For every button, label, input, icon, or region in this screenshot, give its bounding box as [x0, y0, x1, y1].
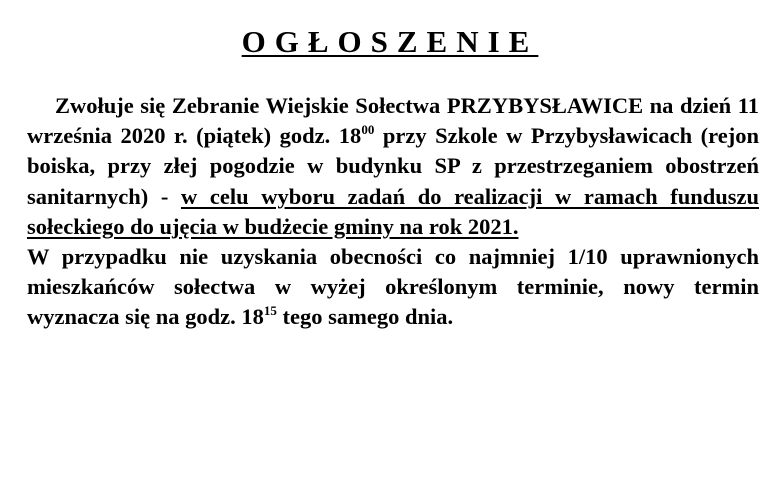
paragraph-quorum-notice — [27, 242, 759, 333]
meeting-location-text: przy Szkole w Przybysławicach (rejon boiska, przy złej pogodzie w budynku SP z przestrzeganiem obostrzeń sanitarnych) - — [27, 123, 759, 209]
paragraph-meeting-notice — [27, 91, 759, 242]
quorum-notice-end-text: tego samego dnia. — [276, 304, 454, 330]
quorum-notice-text: W przypadku nie uzyskania obecności co najmniej 1/10 uprawnionych mieszkańców sołectwa w wyżej określonym terminie, nowy termin wyznacza się na godz. 18 — [27, 244, 759, 330]
announcement-title-text: OGŁOSZENIE — [241, 24, 539, 59]
meeting-notice-text: Zwołuje się Zebranie Wiejskie Sołectwa PRZYBYSŁAWICE na dzień 11 września 2020 r. (piątek) godz. 18 — [27, 93, 759, 149]
announcement-body — [27, 91, 759, 333]
second-term-minutes: 15 — [263, 303, 277, 319]
meeting-purpose-text: w celu wyboru zadań do realizacji w ramach funduszu sołeckiego do ujęcia w budżecie gminy na rok 2021. — [27, 183, 760, 239]
announcement-title — [0, 22, 780, 62]
meeting-time-minutes: 00 — [361, 122, 375, 138]
